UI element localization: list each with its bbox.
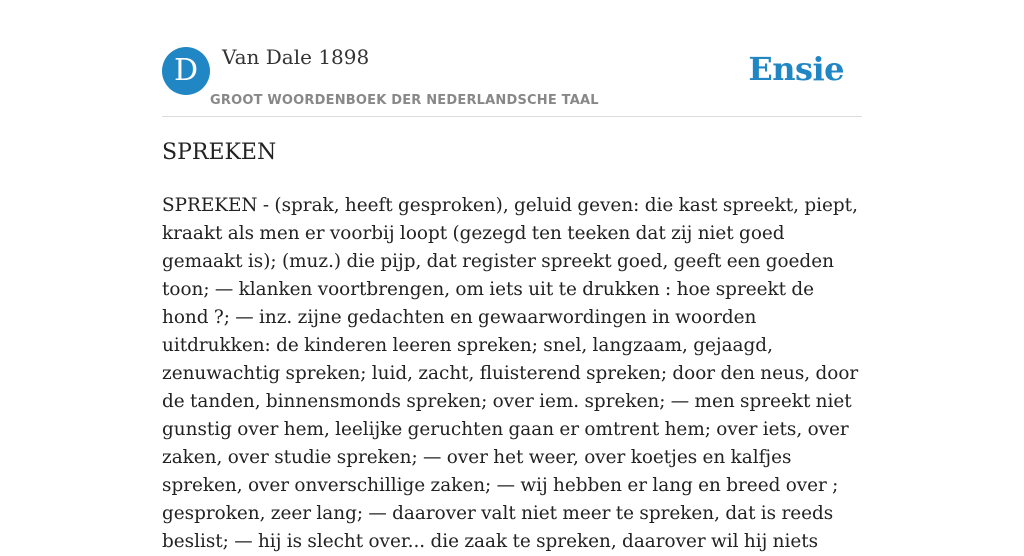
entry-definition: SPREKEN - (sprak, heeft gesproken), geluid geven: die kast spreekt, piept, kraakt als men er voorbij loopt (gezegd ten teeken dat zij niet goed gemaakt is); (muz.) die pijp, dat register spreekt goed, geeft een goeden toon; — klanken voortbrengen, om iets uit te drukken : hoe spreekt de hond ?; — inz. zijne gedachten en gewaarwordingen in woorden uitdrukken: de kinderen leeren spreken; snel, langzaam, gejaagd, zenuwachtig spreken; luid, zacht, fluisterend spreken; door den neus, door de tanden, binnensmonds spreken; over iem. spreken; — men spreekt niet gunstig over hem, leelijke geruchten gaan er omtrent hem; over iets, over zaken, over studie spreken; — over het weer, over koetjes en kalfjes spreken, over onverschillige zaken; — wij hebben er lang en breed over ; gesproken, zeer lang; — daarover valt niet meer te spreken, dat is reeds beslist; — hij is slecht over... die zaak te spreken, daarover wil hij niets <box>162 195 859 552</box>
dictionary-subtitle: GROOT WOORDENBOEK DER NEDERLANDSCHE TAAL <box>210 93 599 108</box>
page-container <box>162 0 862 552</box>
dictionary-title[interactable]: Van Dale 1898 <box>222 45 370 69</box>
brand-logo[interactable]: Ensie <box>748 50 844 88</box>
header <box>162 0 862 117</box>
dictionary-avatar[interactable]: D <box>162 47 210 95</box>
entry-headword: SPREKEN <box>162 140 277 165</box>
